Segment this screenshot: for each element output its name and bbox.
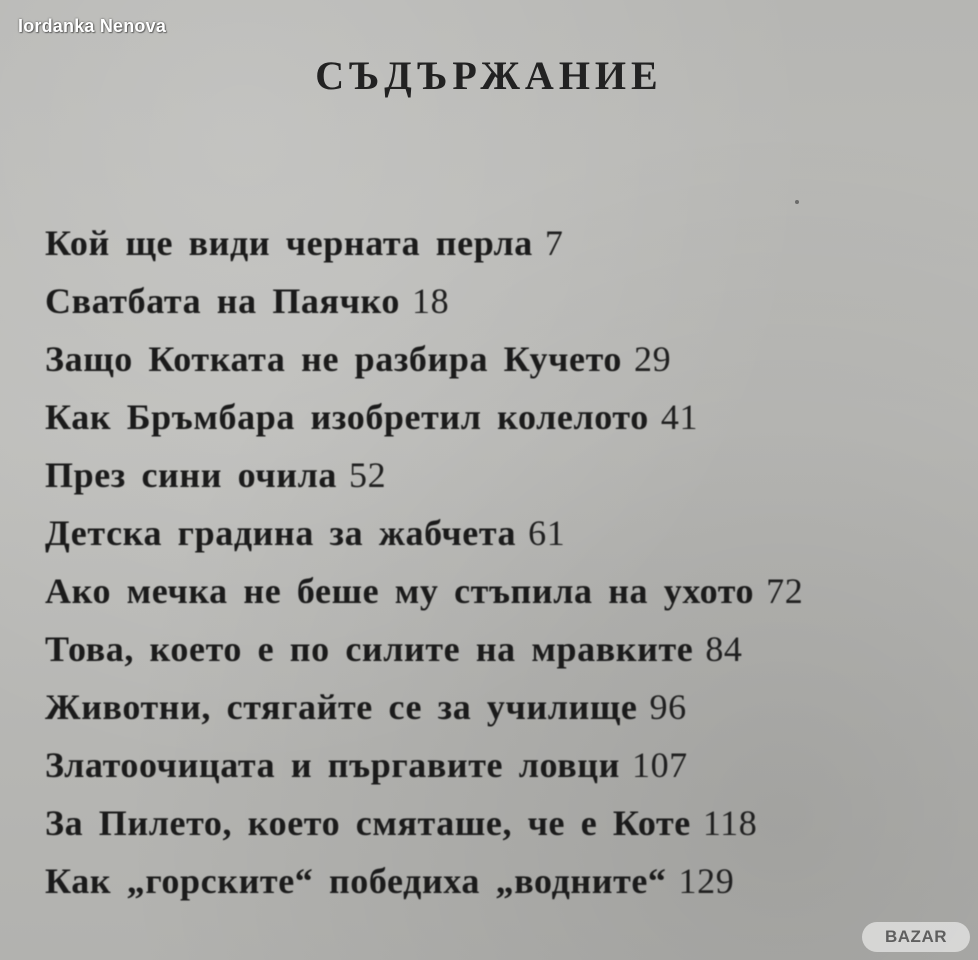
toc-entry <box>45 272 803 330</box>
toc-entry-page: 107 <box>631 745 688 785</box>
toc-entry <box>45 678 803 736</box>
toc-entry <box>45 852 803 910</box>
bazar-logo: BAZAR <box>862 922 970 952</box>
toc-entry-title: Кой ще види черната перла <box>45 223 533 263</box>
toc-entry-page: 72 <box>766 571 804 611</box>
toc-entry-page: 29 <box>633 339 672 379</box>
toc-entry-page: 61 <box>528 513 566 553</box>
toc-entry <box>45 794 803 852</box>
toc-entry-title: Защо Котката не разбира Кучето <box>45 339 622 379</box>
toc-entry-title: Това, което е по силите на мравките <box>45 629 694 669</box>
toc-entry <box>45 562 803 620</box>
toc-entry-page: 84 <box>705 629 743 669</box>
toc-entry <box>45 736 803 794</box>
toc-entry-title: Как „горските“ победиха „водните“ <box>45 861 667 901</box>
toc-entry-page: 118 <box>702 803 758 843</box>
toc-entry-page: 52 <box>348 455 387 495</box>
toc-entry <box>45 388 803 446</box>
toc-entry-title: За Пилето, което смяташе, че е Коте <box>45 803 691 843</box>
toc-entry-title: През сини очила <box>45 455 337 495</box>
toc-entry-title: Как Бръмбара изобретил колелото <box>45 397 649 437</box>
toc-entry <box>45 620 803 678</box>
toc-entry <box>45 504 803 562</box>
toc-entry-page: 18 <box>411 281 450 321</box>
toc-entry-title: Ако мечка не беше му стъпила на ухото <box>45 571 755 611</box>
toc-entry-title: Животни, стягайте се за училище <box>45 687 638 727</box>
page-title: СЪДЪРЖАНИЕ <box>315 53 663 98</box>
toc-entry-title: Сватбата на Паячко <box>45 281 400 321</box>
toc-entry-page: 129 <box>678 861 735 901</box>
table-of-contents <box>45 214 803 910</box>
toc-entry-page: 41 <box>660 397 699 437</box>
toc-entry-page: 7 <box>544 223 564 263</box>
photo-watermark: Iordanka Nenova <box>18 16 167 36</box>
toc-entry <box>45 330 803 388</box>
paper-speck <box>795 200 799 204</box>
toc-entry-page: 96 <box>649 687 687 727</box>
toc-entry-title: Златоочицата и пъргавите ловци <box>45 745 620 785</box>
toc-entry <box>45 446 803 504</box>
toc-entry-title: Детска градина за жабчета <box>45 513 517 553</box>
toc-entry <box>45 214 803 272</box>
